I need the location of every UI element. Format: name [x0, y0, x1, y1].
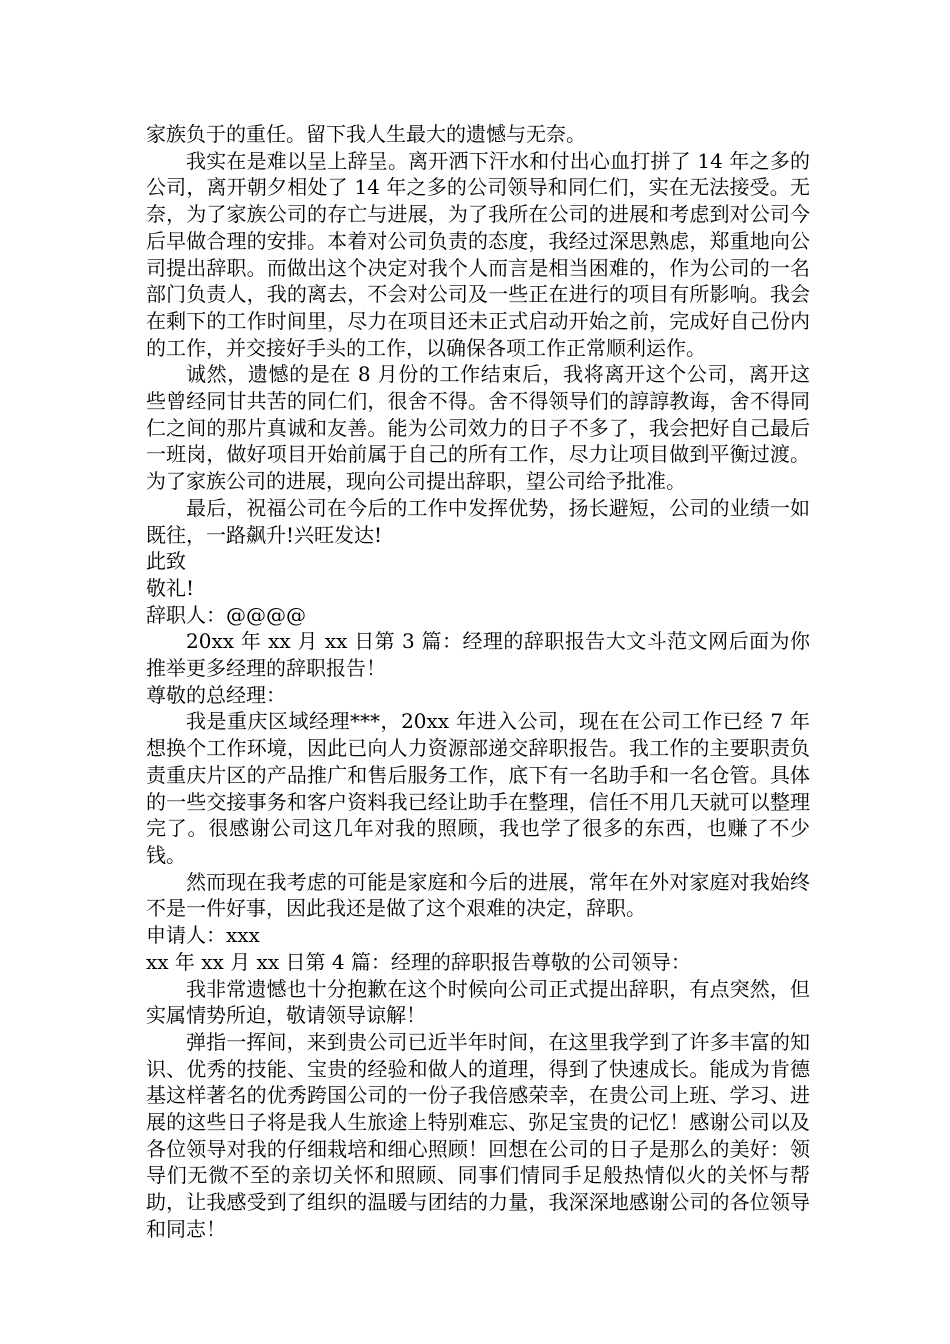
paragraph-3: 诚然，遗憾的是在 8 月份的工作结束后，我将离开这个公司，离开这些曾经同甘共苦的同仁们，很舍不得。舍不得领导们的諄諄教诲，舍不得同仁之间的那片真诚和友善。能为公司效力的日子不多了，我会把好自己最后一班岗，做好项目开始前属于自己的所有工作，尽力让项目做到平衡过渡。为了家族公司的进展，现向公司提出辞职，望公司给予批准。	[146, 362, 810, 494]
date-and-section-4-title: xx 年 xx 月 xx 日第 4 篇：经理的辞职报告尊敬的公司领导：	[146, 949, 691, 974]
paragraph-7: 我非常遗憾也十分抱歉在这个时候向公司正式提出辞职，有点突然，但实属情势所迫，敬请领导谅解！	[146, 976, 810, 1028]
paragraph-2: 我实在是难以呈上辞呈。离开洒下汗水和付出心血打拼了 14 年之多的公司，离开朝夕相处了 14 年之多的公司领导和同仁们，实在无法接受。无奈，为了家族公司的存亡与进展，为了我所在公司的进展和考虑到对公司今后早做合理的安排。本着对公司负责的态度，我经过深思熟虑，郑重地向公司提出辞职。而做出这个决定对我个人而言是相当困难的，作为公司的一名部门负责人，我的离去，不会对公司及一些正在进行的项目有所影响。我会在剩下的工作时间里，尽力在项目还未正式启动开始之前，完成好自己份内的工作，并交接好手头的工作，以确保各项工作正常顺利运作。	[146, 148, 810, 360]
date-and-section-3-title: 20xx 年 xx 月 xx 日第 3 篇：经理的辞职报告大文斗范文网后面为你推举更多经理的辞职报告！	[146, 629, 810, 681]
paragraph-8: 弹指一挥间，来到贵公司已近半年时间，在这里我学到了许多丰富的知识、优秀的技能、宝贵的经验和做人的道理，得到了快速成长。能成为肯德基这样著名的优秀跨国公司的一份子我倍感荣幸，在贵公司上班、学习、进展的这些日子将是我人生旅途上特别难忘、弥足宝贵的记忆！感谢公司以及各位领导对我的仔细栽培和细心照顾！回想在公司的日子是那么的美好：领导们无微不至的亲切关怀和照顾、同事们情同手足般热情似火的关怀与帮助，让我感受到了组织的温暖与团结的力量，我深深地感谢公司的各位领导和同志！	[146, 1029, 810, 1241]
paragraph-4: 最后，祝福公司在今后的工作中发挥优势，扬长避短，公司的业绩一如既往，一路飙升!兴旺发达!	[146, 495, 810, 547]
salutation-general-manager: 尊敬的总经理：	[146, 682, 286, 707]
signature-applicant: 申请人：xxx	[146, 923, 260, 948]
paragraph-5: 我是重庆区域经理***，20xx 年进入公司，现在在公司工作已经 7 年想换个工作环境，因此已向人力资源部递交辞职报告。我工作的主要职责负责重庆片区的产品推广和售后服务工作，底下有一名助手和一名仓管。具体的一些交接事务和客户资料我已经让助手在整理，信任不用几天就可以整理完了。很感谢公司这几年对我的照顾，我也学了很多的东西，也赚了不少钱。	[146, 709, 810, 867]
paragraph-6: 然而现在我考虑的可能是家庭和今后的进展，常年在外对家庭对我始终不是一件好事，因此我还是做了这个艰难的决定，辞职。	[146, 869, 810, 921]
paragraph-1: 家族负于的重任。留下我人生最大的遗憾与无奈。	[146, 122, 586, 146]
closing-ci-zhi: 此致	[146, 549, 186, 574]
document-body	[146, 121, 810, 1243]
signature-resigner: 辞职人：@@@@	[146, 602, 306, 627]
closing-jing-li: 敬礼!	[146, 575, 195, 600]
